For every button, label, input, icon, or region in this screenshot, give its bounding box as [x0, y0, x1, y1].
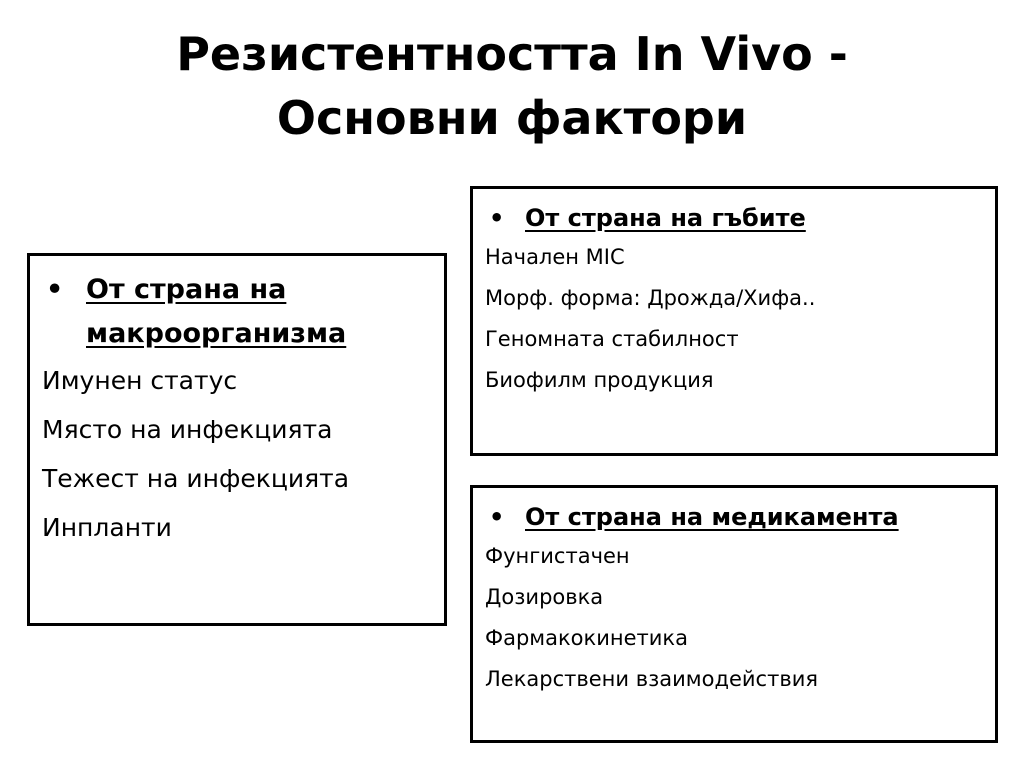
list-item: Дозировка — [485, 585, 604, 609]
list-item: Фармакокинетика — [485, 626, 688, 650]
bullet-icon: • — [489, 503, 505, 531]
host-factors-list — [42, 356, 432, 552]
drug-factors-heading-text: От страна на медикамента — [525, 503, 899, 531]
list-item: Място на инфекцията — [42, 415, 333, 444]
bullet-icon: • — [46, 274, 64, 305]
host-factors-box — [27, 253, 447, 626]
slide-title — [0, 22, 1024, 150]
drug-factors-list — [485, 536, 983, 700]
list-item: Инпланти — [42, 513, 172, 542]
host-factors-heading-text: От страна на макроорганизма — [86, 274, 347, 349]
bullet-icon: • — [489, 204, 505, 232]
fungi-factors-heading-text: От страна на гъбите — [525, 204, 806, 232]
list-item: Геномната стабилност — [485, 327, 739, 351]
list-item: Лекарствени взаимодействия — [485, 667, 818, 691]
host-factors-heading — [42, 268, 432, 356]
list-item: Имунен статус — [42, 366, 238, 395]
list-item: Морф. форма: Дрожда/Хифа.. — [485, 286, 816, 310]
fungi-factors-heading — [485, 199, 983, 237]
fungi-factors-box — [470, 186, 998, 456]
slide-title-line-2: Основни фактори — [276, 91, 748, 145]
drug-factors-box — [470, 485, 998, 743]
drug-factors-heading — [485, 498, 983, 536]
list-item: Биофилм продукция — [485, 368, 714, 392]
slide-title-line-1: Резистентността In Vivo - — [176, 27, 848, 81]
fungi-factors-list — [485, 237, 983, 401]
list-item: Начален MIC — [485, 245, 625, 269]
list-item: Фунгистачен — [485, 544, 630, 568]
list-item: Тежест на инфекцията — [42, 464, 350, 493]
